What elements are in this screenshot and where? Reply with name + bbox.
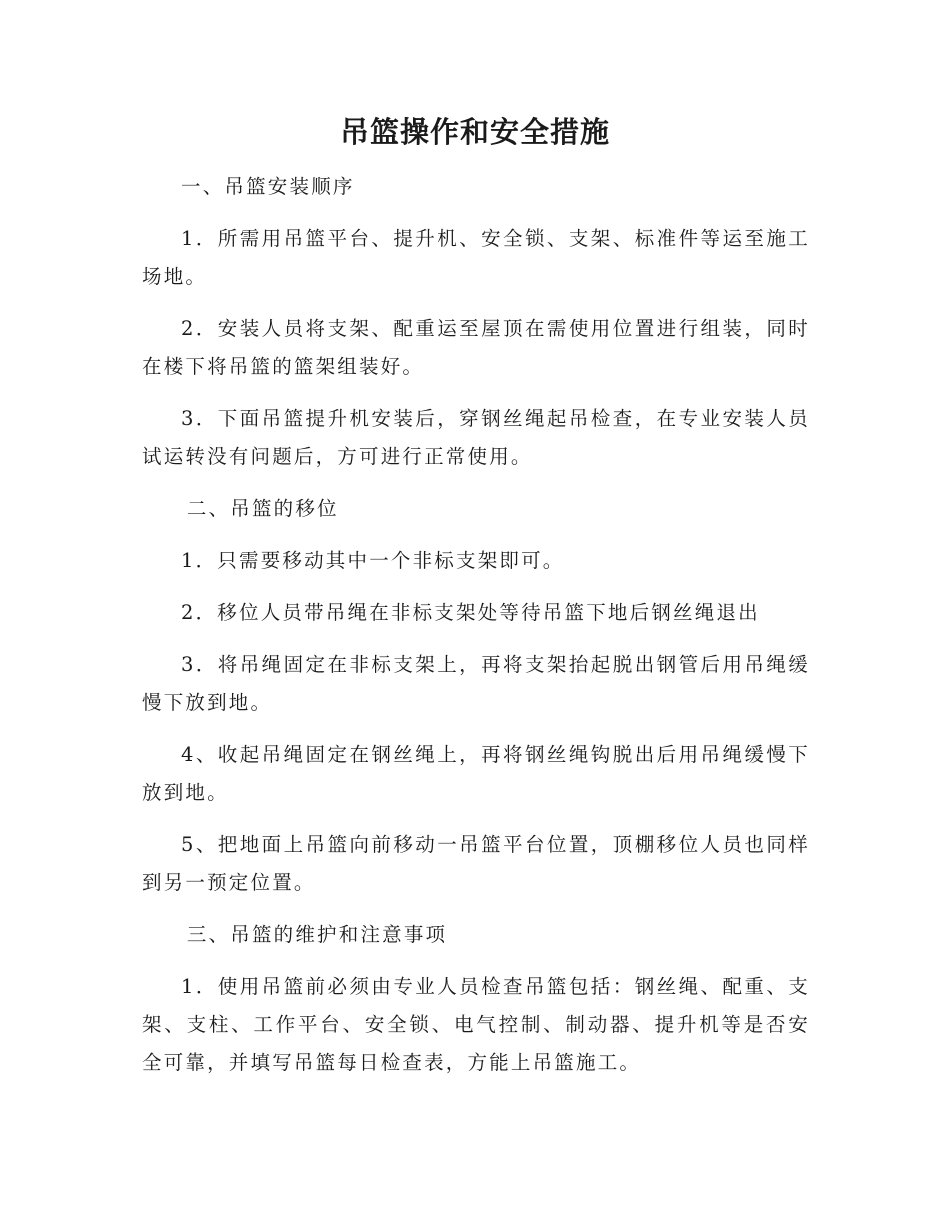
- section-heading: 二、吊篮的移位: [186, 497, 339, 520]
- paragraph: 2．安装人员将支架、配重运至屋顶在需使用位置进行组装，同时在楼下将吊篮的篮架组装好。: [142, 317, 810, 378]
- paragraph: 1．所需用吊篮平台、提升机、安全锁、支架、标准件等运至施工场地。: [142, 227, 810, 288]
- paragraph: 3．下面吊篮提升机安装后，穿钢丝绳起吊检查，在专业安装人员试运转没有问题后，方可进行正常使用。: [142, 407, 810, 468]
- document-title: 吊篮操作和安全措施: [339, 115, 610, 149]
- paragraph: 3．将吊绳固定在非标支架上，再将支架抬起脱出钢管后用吊绳缓慢下放到地。: [142, 653, 810, 714]
- paragraph: 1．只需要移动其中一个非标支架即可。: [181, 549, 565, 572]
- paragraph: 4、收起吊绳固定在钢丝绳上，再将钢丝绳钩脱出后用吊绳缓慢下放到地。: [142, 743, 810, 804]
- section-heading: 一、吊篮安装顺序: [181, 175, 355, 198]
- section-heading: 三、吊篮的维护和注意事项: [186, 923, 448, 946]
- paragraph: 1．使用吊篮前必须由专业人员检查吊篮包括：钢丝绳、配重、支架、支柱、工作平台、安全锁、电气控制、制动器、提升机等是否安全可靠，并填写吊篮每日检查表，方能上吊篮施工。: [142, 975, 810, 1074]
- document-body: [142, 168, 810, 1096]
- paragraph: 5、把地面上吊篮向前移动一吊篮平台位置，顶棚移位人员也同样到另一预定位置。: [142, 833, 810, 894]
- paragraph: 2．移位人员带吊绳在非标支架处等待吊篮下地后钢丝绳退出: [181, 601, 760, 624]
